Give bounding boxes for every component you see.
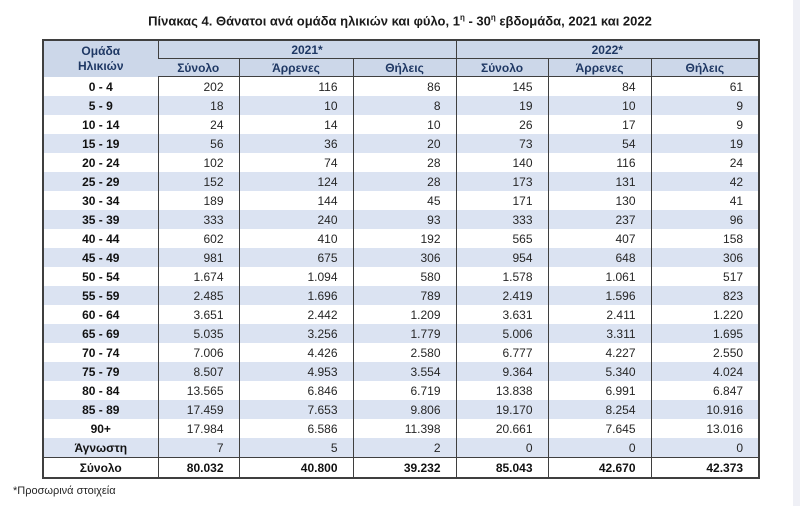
value-cell: 10 (353, 115, 456, 134)
value-cell: 407 (548, 229, 651, 248)
subheader-males-2022: Άρρενες (548, 59, 651, 77)
value-cell: 24 (651, 153, 759, 172)
footnote: *Προσωρινά στοιχεία (13, 485, 116, 498)
value-cell: 10.916 (651, 400, 759, 419)
value-cell: 152 (158, 172, 239, 191)
title-text-2: - 30 (464, 13, 491, 29)
table-row (43, 191, 759, 210)
value-cell: 130 (548, 191, 651, 210)
value-cell: 789 (353, 286, 456, 305)
value-cell: 61 (651, 77, 759, 97)
age-group-label: 60 - 64 (43, 305, 158, 324)
age-group-label: 0 - 4 (43, 77, 158, 97)
value-cell: 86 (353, 77, 456, 97)
year-header-2021: 2021* (158, 40, 456, 59)
age-group-label: 70 - 74 (43, 343, 158, 362)
age-group-label: 55 - 59 (43, 286, 158, 305)
corner-header-line1: Ομάδα (81, 44, 121, 59)
value-cell: 6.586 (239, 419, 353, 438)
value-cell: 171 (456, 191, 548, 210)
value-cell: 24 (158, 115, 239, 134)
value-cell: 80.032 (158, 458, 239, 479)
age-group-label: 30 - 34 (43, 191, 158, 210)
age-group-label: 90+ (43, 419, 158, 438)
table-row (43, 248, 759, 267)
value-cell: 26 (456, 115, 548, 134)
value-cell: 11.398 (353, 419, 456, 438)
value-cell: 1.695 (651, 324, 759, 343)
subheader-total-2022: Σύνολο (456, 59, 548, 77)
value-cell: 5.035 (158, 324, 239, 343)
value-cell: 4.227 (548, 343, 651, 362)
corner-header-line2: Ηλικιών (77, 59, 124, 74)
value-cell: 17 (548, 115, 651, 134)
value-cell: 1.220 (651, 305, 759, 324)
value-cell: 189 (158, 191, 239, 210)
value-cell: 2.419 (456, 286, 548, 305)
value-cell: 13.565 (158, 381, 239, 400)
value-cell: 7.006 (158, 343, 239, 362)
value-cell: 1.696 (239, 286, 353, 305)
value-cell: 42.373 (651, 458, 759, 479)
value-cell: 7.645 (548, 419, 651, 438)
value-cell: 1.061 (548, 267, 651, 286)
age-group-label: 65 - 69 (43, 324, 158, 343)
value-cell: 0 (548, 438, 651, 458)
value-cell: 56 (158, 134, 239, 153)
table-row (43, 96, 759, 115)
value-cell: 14 (239, 115, 353, 134)
value-cell: 18 (158, 96, 239, 115)
year-header-row (43, 40, 759, 59)
value-cell: 116 (548, 153, 651, 172)
value-cell: 648 (548, 248, 651, 267)
age-group-label: 75 - 79 (43, 362, 158, 381)
age-group-label: 80 - 84 (43, 381, 158, 400)
value-cell: 131 (548, 172, 651, 191)
value-cell: 17.459 (158, 400, 239, 419)
value-cell: 602 (158, 229, 239, 248)
subheader-females-2021: Θήλεις (353, 59, 456, 77)
value-cell: 7.653 (239, 400, 353, 419)
value-cell: 10 (239, 96, 353, 115)
title-superscript-1: η (459, 13, 465, 22)
subheader-females-2022: Θήλεις (651, 59, 759, 77)
value-cell: 3.311 (548, 324, 651, 343)
value-cell: 145 (456, 77, 548, 97)
value-cell: 74 (239, 153, 353, 172)
value-cell: 237 (548, 210, 651, 229)
table-row (43, 381, 759, 400)
age-group-label: 15 - 19 (43, 134, 158, 153)
value-cell: 124 (239, 172, 353, 191)
value-cell: 54 (548, 134, 651, 153)
value-cell: 675 (239, 248, 353, 267)
value-cell: 9 (651, 115, 759, 134)
value-cell: 306 (651, 248, 759, 267)
value-cell: 517 (651, 267, 759, 286)
table-body (43, 77, 759, 479)
table-row (43, 419, 759, 438)
value-cell: 4.953 (239, 362, 353, 381)
value-cell: 823 (651, 286, 759, 305)
table-row (43, 172, 759, 191)
value-cell: 3.631 (456, 305, 548, 324)
value-cell: 42 (651, 172, 759, 191)
table-row (43, 134, 759, 153)
value-cell: 6.719 (353, 381, 456, 400)
value-cell: 192 (353, 229, 456, 248)
value-cell: 3.554 (353, 362, 456, 381)
table-header (43, 40, 759, 77)
value-cell: 2.550 (651, 343, 759, 362)
value-cell: 6.777 (456, 343, 548, 362)
value-cell: 5 (239, 438, 353, 458)
age-group-label: 35 - 39 (43, 210, 158, 229)
value-cell: 1.596 (548, 286, 651, 305)
page-edge-shadow (793, 0, 800, 506)
value-cell: 3.651 (158, 305, 239, 324)
value-cell: 20 (353, 134, 456, 153)
age-group-label: 25 - 29 (43, 172, 158, 191)
age-group-label: 50 - 54 (43, 267, 158, 286)
value-cell: 580 (353, 267, 456, 286)
value-cell: 2.442 (239, 305, 353, 324)
value-cell: 13.838 (456, 381, 548, 400)
value-cell: 5.006 (456, 324, 548, 343)
value-cell: 144 (239, 191, 353, 210)
value-cell: 28 (353, 153, 456, 172)
age-group-label: 5 - 9 (43, 96, 158, 115)
value-cell: 173 (456, 172, 548, 191)
title-superscript-2: η (490, 13, 496, 22)
value-cell: 19 (456, 96, 548, 115)
table-row (43, 343, 759, 362)
value-cell: 158 (651, 229, 759, 248)
table-row (43, 153, 759, 172)
table-row (43, 305, 759, 324)
value-cell: 5.340 (548, 362, 651, 381)
value-cell: 1.779 (353, 324, 456, 343)
table-row (43, 438, 759, 458)
age-group-label: 10 - 14 (43, 115, 158, 134)
table-row (43, 400, 759, 419)
value-cell: 19 (651, 134, 759, 153)
value-cell: 73 (456, 134, 548, 153)
value-cell: 202 (158, 77, 239, 97)
value-cell: 39.232 (353, 458, 456, 479)
value-cell: 306 (353, 248, 456, 267)
value-cell: 333 (158, 210, 239, 229)
table-row (43, 286, 759, 305)
value-cell: 2.411 (548, 305, 651, 324)
subheader-total-2021: Σύνολο (158, 59, 239, 77)
value-cell: 1.674 (158, 267, 239, 286)
value-cell: 1.094 (239, 267, 353, 286)
value-cell: 85.043 (456, 458, 548, 479)
value-cell: 19.170 (456, 400, 548, 419)
value-cell: 1.209 (353, 305, 456, 324)
value-cell: 333 (456, 210, 548, 229)
title-text-1: Πίνακας 4. Θάνατοι ανά ομάδα ηλικιών και φύλο, 1 (148, 13, 460, 29)
value-cell: 40.800 (239, 458, 353, 479)
value-cell: 2.580 (353, 343, 456, 362)
value-cell: 6.846 (239, 381, 353, 400)
value-cell: 8.254 (548, 400, 651, 419)
table-row (43, 362, 759, 381)
value-cell: 2 (353, 438, 456, 458)
value-cell: 981 (158, 248, 239, 267)
subheader-males-2021: Άρρενες (239, 59, 353, 77)
age-group-label: 85 - 89 (43, 400, 158, 419)
value-cell: 4.426 (239, 343, 353, 362)
year-header-2022: 2022* (456, 40, 759, 59)
title-text-3: εβδομάδα, 2021 και 2022 (495, 13, 652, 29)
table-row (43, 267, 759, 286)
value-cell: 42.670 (548, 458, 651, 479)
value-cell: 20.661 (456, 419, 548, 438)
value-cell: 0 (651, 438, 759, 458)
value-cell: 45 (353, 191, 456, 210)
age-group-label: Άγνωστη (43, 438, 158, 458)
table-row (43, 77, 759, 97)
value-cell: 9.364 (456, 362, 548, 381)
value-cell: 240 (239, 210, 353, 229)
value-cell: 10 (548, 96, 651, 115)
value-cell: 0 (456, 438, 548, 458)
value-cell: 3.256 (239, 324, 353, 343)
age-group-label: 40 - 44 (43, 229, 158, 248)
value-cell: 28 (353, 172, 456, 191)
value-cell: 410 (239, 229, 353, 248)
table-title (0, 0, 800, 28)
table-row (43, 210, 759, 229)
value-cell: 2.485 (158, 286, 239, 305)
value-cell: 96 (651, 210, 759, 229)
value-cell: 565 (456, 229, 548, 248)
value-cell: 954 (456, 248, 548, 267)
value-cell: 1.578 (456, 267, 548, 286)
table-row (43, 324, 759, 343)
value-cell: 9 (651, 96, 759, 115)
value-cell: 17.984 (158, 419, 239, 438)
table-row (43, 229, 759, 248)
table-row (43, 115, 759, 134)
value-cell: 8 (353, 96, 456, 115)
value-cell: 4.024 (651, 362, 759, 381)
value-cell: 102 (158, 153, 239, 172)
value-cell: 8.507 (158, 362, 239, 381)
value-cell: 84 (548, 77, 651, 97)
value-cell: 9.806 (353, 400, 456, 419)
value-cell: 7 (158, 438, 239, 458)
value-cell: 6.847 (651, 381, 759, 400)
value-cell: 93 (353, 210, 456, 229)
age-group-label: Σύνολο (43, 458, 158, 479)
age-group-label: 45 - 49 (43, 248, 158, 267)
value-cell: 13.016 (651, 419, 759, 438)
value-cell: 140 (456, 153, 548, 172)
deaths-by-age-table (42, 39, 760, 479)
value-cell: 41 (651, 191, 759, 210)
age-group-label: 20 - 24 (43, 153, 158, 172)
value-cell: 116 (239, 77, 353, 97)
corner-header-age-group (43, 40, 158, 77)
value-cell: 36 (239, 134, 353, 153)
value-cell: 6.991 (548, 381, 651, 400)
table-row (43, 458, 759, 479)
